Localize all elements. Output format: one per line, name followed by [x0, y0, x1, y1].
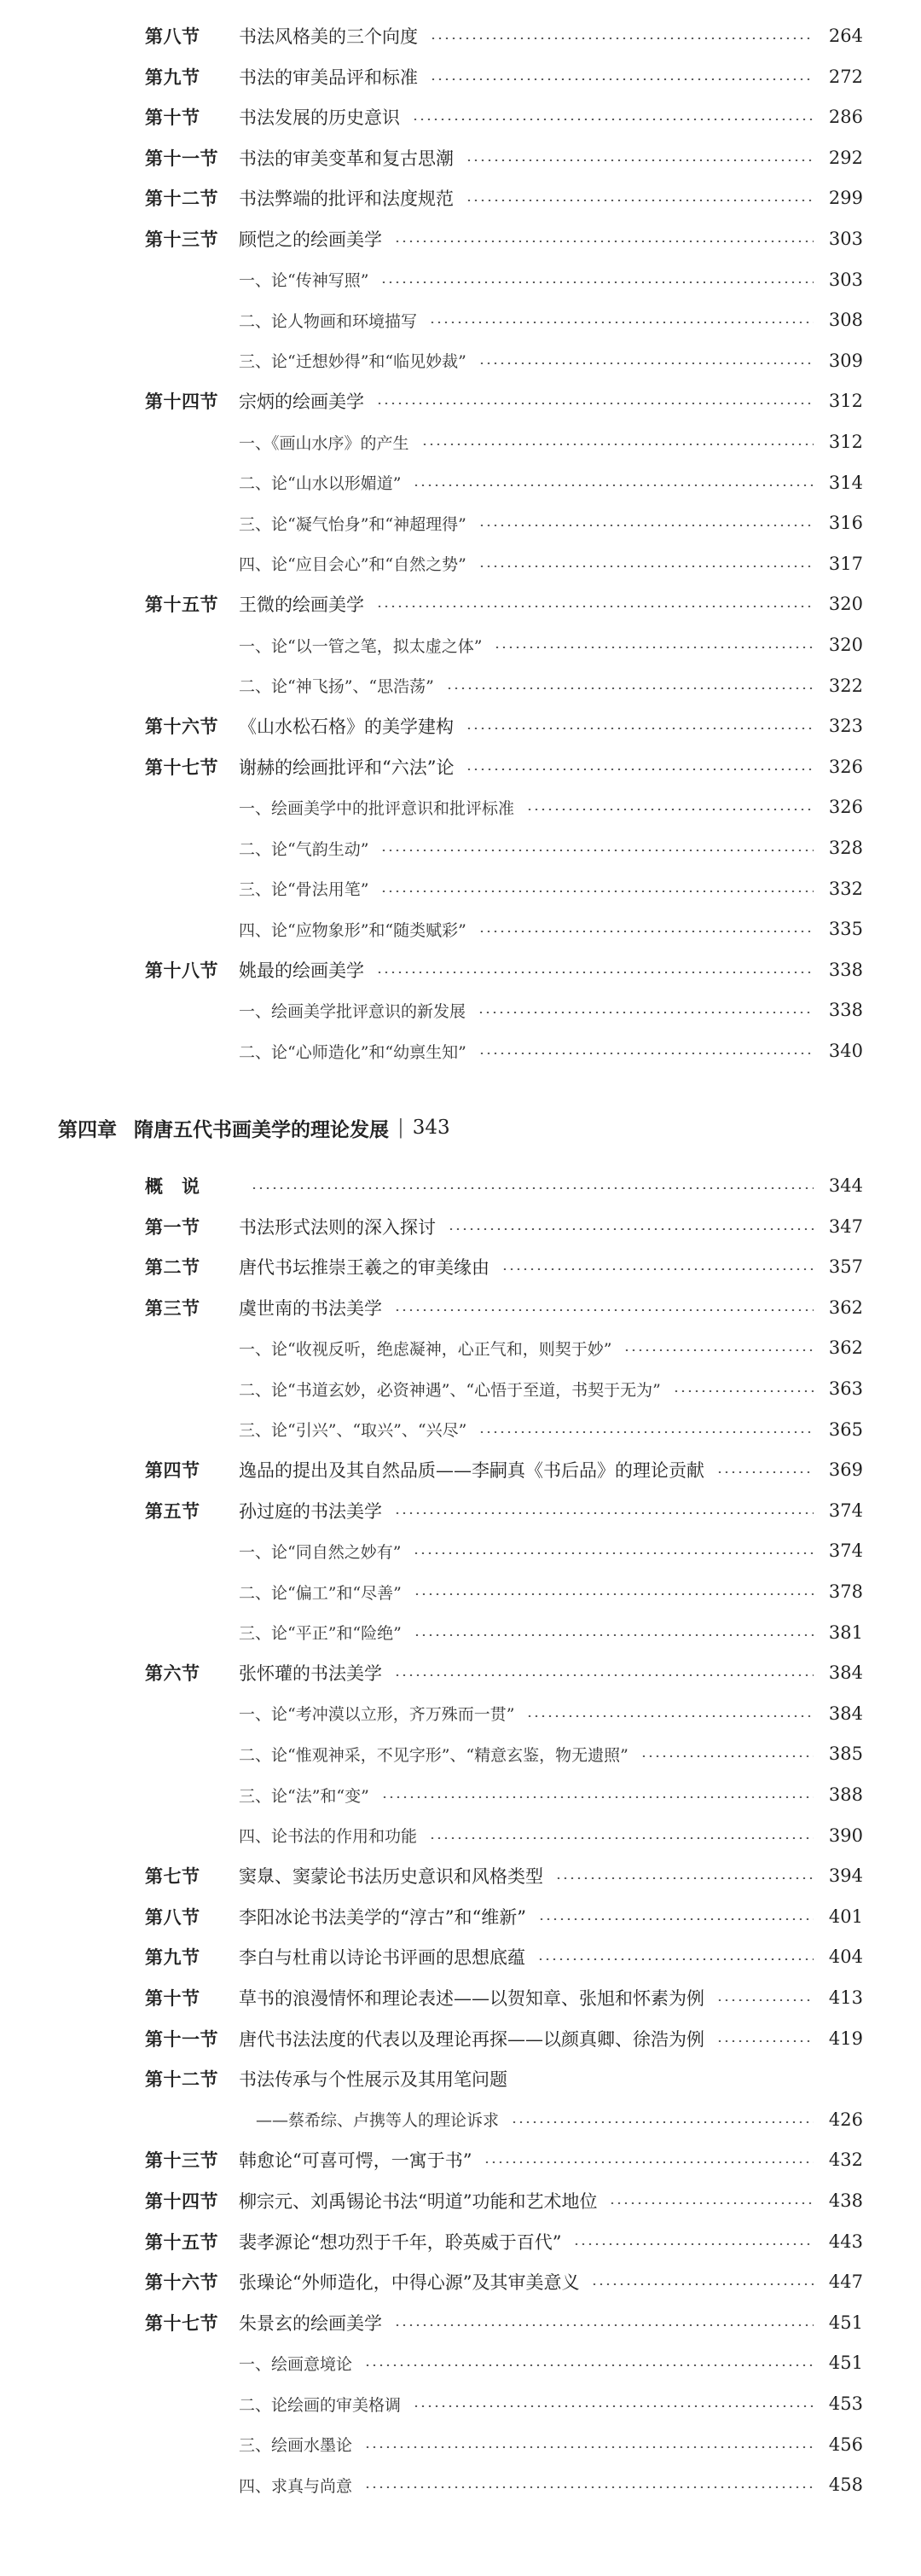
page-number: 299 [828, 188, 863, 209]
toc-entry [0, 1776, 921, 1813]
toc-entry [0, 2060, 921, 2097]
chapter-separator: | [397, 1117, 404, 1139]
subsection-title: 三、论“引兴”、“取兴”、“兴尽” [239, 1421, 467, 1441]
toc-entry [0, 2020, 921, 2057]
dot-leaders [573, 2243, 814, 2245]
dot-leaders [478, 525, 814, 526]
toc-entry [0, 1857, 921, 1894]
dot-leaders [511, 2121, 814, 2123]
dot-leaders [446, 688, 814, 689]
section-title: 书法的审美品评和标准 [239, 67, 418, 88]
subsection-title: 二、论“惟观神采，不见字形”、“精意玄鉴，物无遗照” [239, 1745, 628, 1765]
dot-leaders [430, 38, 814, 39]
dot-leaders [380, 891, 814, 892]
dot-leaders [448, 1228, 814, 1230]
dot-leaders [429, 1837, 814, 1839]
toc-entry [0, 58, 921, 96]
page-number: 362 [828, 1337, 863, 1359]
section-number: 第十节 [145, 107, 200, 129]
page-number: 312 [828, 432, 863, 452]
section-number: 第十五节 [145, 2231, 218, 2253]
dot-leaders [494, 647, 814, 648]
section-number: 第十四节 [145, 2190, 218, 2212]
toc-entry [0, 301, 921, 339]
dot-leaders [394, 1512, 814, 1514]
section-number: 第十八节 [145, 959, 218, 981]
page-number: 451 [828, 2353, 863, 2374]
subsection-title: ——蔡希综、卢携等人的理论诉求 [256, 2111, 500, 2131]
dot-leaders [466, 200, 814, 201]
toc-entry [0, 1370, 921, 1407]
dot-leaders [364, 2446, 814, 2448]
section-number: 第八节 [145, 1906, 200, 1928]
dot-leaders [380, 850, 814, 851]
dot-leaders [364, 2364, 814, 2366]
section-title: 书法弊端的批评和法度规范 [239, 189, 454, 210]
page-number: 385 [828, 1743, 863, 1765]
toc-entry [0, 2223, 921, 2260]
toc-entry [0, 2182, 921, 2219]
page-number: 264 [828, 26, 863, 46]
toc-entry [0, 545, 921, 583]
toc-entry [0, 1289, 921, 1326]
dot-leaders [716, 1999, 814, 2001]
page-number: 426 [828, 2109, 863, 2130]
section-title: 柳宗元、刘禹锡论书法“明道”功能和艺术地位 [239, 2191, 598, 2212]
subsection-title: 二、论“书道玄妙，必资神遇”、“心悟于至道，书契于无为” [239, 1380, 661, 1400]
dot-leaders [716, 1471, 814, 1473]
dot-leaders [623, 1349, 814, 1351]
dot-leaders [478, 1431, 814, 1433]
chapter-page: 343 [412, 1117, 450, 1139]
page-number: 317 [828, 553, 863, 574]
subsection-title: 三、绘画水墨论 [239, 2436, 353, 2456]
section-title: 李阳冰论书法美学的“淳古”和“维新” [239, 1906, 526, 1928]
subsection-title: 一、论“考冲漠以立形，齐万殊而一贯” [239, 1705, 515, 1725]
dot-leaders [414, 1634, 814, 1636]
section-number: 第十节 [145, 1987, 200, 2009]
dot-leaders [413, 484, 814, 486]
page-number: 381 [828, 1622, 863, 1643]
toc-entry [0, 2426, 921, 2463]
subsection-title: 二、论绘画的审美格调 [239, 2395, 402, 2415]
toc-entry [0, 382, 921, 420]
subsection-title: 四、论“应物象形”和“随类赋彩” [239, 920, 466, 940]
page-number: 328 [828, 838, 863, 858]
section-title: 裴孝源论“想功烈于千年，聆英威于百代” [239, 2231, 562, 2253]
section-title: 书法传承与个性展示及其用笔问题 [239, 2069, 507, 2091]
toc-entry [0, 667, 921, 705]
section-title: 书法形式法则的深入探讨 [239, 1216, 436, 1238]
dot-leaders [538, 1918, 814, 1920]
page-number: 320 [828, 594, 863, 615]
page-number: 357 [828, 1256, 863, 1278]
toc-entry [0, 2141, 921, 2179]
page-number: 390 [828, 1825, 863, 1846]
page-number: 303 [828, 229, 863, 249]
page-number: 447 [828, 2271, 863, 2293]
section-number: 第三节 [145, 1297, 200, 1319]
dot-leaders [466, 728, 814, 729]
toc-entry [0, 1938, 921, 1976]
section-number: 第十五节 [145, 594, 218, 616]
section-title: 韩愈论“可喜可愕，一寓于书” [239, 2150, 472, 2172]
section-number: 第十六节 [145, 2271, 218, 2294]
page-number: 369 [828, 1459, 863, 1481]
subsection-title: 四、论“应目会心”和“自然之势” [239, 555, 466, 575]
page-number: 340 [828, 1041, 863, 1061]
section-title: 草书的浪漫情怀和理论表述——以贺知章、张旭和怀素为例 [239, 1988, 704, 2009]
toc-entry [0, 1817, 921, 1854]
toc-entry [0, 991, 921, 1029]
section-title: 书法风格美的三个向度 [239, 26, 418, 47]
page-number: 443 [828, 2231, 863, 2252]
toc-entry [0, 707, 921, 745]
section-title: 张怀瓘的书法美学 [239, 1663, 382, 1685]
subsection-title: 二、论“神飞扬”、“思浩荡” [239, 677, 434, 697]
page-number: 456 [828, 2434, 863, 2455]
toc-entry [0, 1208, 921, 1245]
page-number: 451 [828, 2312, 863, 2333]
toc-entry [0, 1532, 921, 1569]
dot-leaders [537, 1958, 814, 1960]
toc-entry [0, 748, 921, 786]
page-number: 323 [828, 716, 863, 737]
subsection-title: 一、论“以一管之笔，拟太虚之体” [239, 636, 483, 656]
toc-entry [0, 1248, 921, 1285]
page-number: 314 [828, 472, 863, 493]
subsection-title: 一、论“同自然之妙有” [239, 1542, 402, 1562]
section-number: 第十三节 [145, 2150, 218, 2172]
toc-entry [0, 1695, 921, 1732]
section-title: 《山水松石格》的美学建构 [239, 717, 454, 738]
section-title: 顾恺之的绘画美学 [239, 229, 382, 250]
toc-entry [0, 423, 921, 461]
toc-entry [0, 1451, 921, 1488]
subsection-title: 二、论“偏工”和“尽善” [239, 1583, 402, 1603]
toc-entry [0, 139, 921, 177]
page-number: 458 [828, 2474, 863, 2496]
subsection-title: 二、论“心师造化”和“幼禀生知” [239, 1042, 466, 1062]
section-number: 第四节 [145, 1459, 200, 1482]
dot-leaders [394, 241, 814, 242]
dot-leaders [478, 363, 814, 364]
page-number: 384 [828, 1703, 863, 1724]
page-number: 332 [828, 878, 863, 899]
page-number: 438 [828, 2190, 863, 2211]
toc-entry [0, 1329, 921, 1366]
toc-entry [0, 1411, 921, 1448]
subsection-title: 一、论“传神写照” [239, 271, 369, 291]
page-number: 432 [828, 2150, 863, 2171]
subsection-title: 三、论“迁想妙得”和“临见妙裁” [239, 352, 466, 372]
section-title: 李白与杜甫以诗论书评画的思想底蕴 [239, 1947, 525, 1969]
section-title: 窦臮、窦蒙论书法历史意识和风格类型 [239, 1866, 543, 1888]
dot-leaders [251, 1187, 814, 1189]
dot-leaders [381, 1796, 814, 1798]
page-number: 309 [828, 350, 863, 371]
section-title: 张璪论“外师造化，中得心源”及其审美意义 [239, 2272, 580, 2294]
subsection-title: 三、论“平正”和“险绝” [239, 1624, 402, 1644]
page-number: 312 [828, 391, 863, 412]
page-number: 347 [828, 1215, 863, 1237]
subsection-title: 二、论“山水以形媚道” [239, 474, 402, 494]
dot-leaders [413, 1552, 814, 1554]
toc-entry [0, 626, 921, 664]
section-number: 第七节 [145, 1865, 200, 1888]
section-number: 第十七节 [145, 756, 218, 778]
section-title: 唐代书法法度的代表以及理论再探——以颜真卿、徐浩为例 [239, 2028, 704, 2050]
toc-entry [0, 98, 921, 136]
page-number: 374 [828, 1500, 863, 1521]
section-title: 书法的审美变革和复古思潮 [239, 148, 454, 169]
subsection-title: 三、论“骨法用笔” [239, 880, 369, 900]
toc-entry [0, 2304, 921, 2341]
toc-entry [0, 342, 921, 380]
subsection-title: 一、绘画意境论 [239, 2354, 353, 2374]
page-number: 338 [828, 959, 863, 980]
page-number: 419 [828, 2028, 863, 2049]
page-number: 413 [828, 1987, 863, 2008]
dot-leaders [413, 2405, 814, 2407]
dot-leaders [394, 1674, 814, 1676]
page-number: 378 [828, 1581, 863, 1602]
dot-leaders [376, 403, 814, 404]
page-number: 338 [828, 1000, 863, 1021]
chapter-number: 第四章 [58, 1117, 117, 1141]
toc-entry [0, 1032, 921, 1070]
toc-entry [0, 1979, 921, 2016]
toc-entry [0, 910, 921, 948]
dot-leaders [394, 2324, 814, 2326]
page-number: 404 [828, 1947, 863, 1968]
page-number: 326 [828, 797, 863, 818]
toc-entry [0, 464, 921, 502]
subsection-title: 二、论“气韵生动” [239, 839, 369, 859]
dot-leaders [466, 769, 814, 770]
section-title: 逸品的提出及其自然品质——李嗣真《书后品》的理论贡献 [239, 1460, 704, 1482]
section-title: 朱景玄的绘画美学 [239, 2312, 382, 2334]
dot-leaders [716, 2040, 814, 2042]
toc-entry [0, 17, 921, 55]
dot-leaders [466, 160, 814, 161]
toc-entry [0, 1167, 921, 1204]
subsection-title: 三、论“凝气怡身”和“神超理得” [239, 514, 466, 534]
section-number: 第八节 [145, 26, 200, 47]
section-title: 谢赫的绘画批评和“六法”论 [239, 757, 455, 778]
page-number: 384 [828, 1662, 863, 1684]
dot-leaders [478, 1053, 814, 1054]
toc-entry [0, 1654, 921, 1691]
section-title: 姚最的绘画美学 [239, 960, 364, 981]
page-number: 292 [828, 147, 863, 168]
toc-entry [0, 585, 921, 623]
section-number: 第十二节 [145, 188, 218, 210]
dot-leaders [421, 444, 814, 445]
toc-entry [0, 2466, 921, 2503]
dot-leaders [555, 1877, 814, 1879]
toc-entry [0, 829, 921, 867]
dot-leaders [478, 1012, 814, 1013]
chapter-heading [58, 1109, 450, 1146]
section-title: 孙过庭的书法美学 [239, 1500, 382, 1522]
dot-leaders [591, 2283, 814, 2285]
dot-leaders [376, 606, 814, 607]
toc-entry [0, 504, 921, 542]
subsection-title: 四、求真与尚意 [239, 2476, 353, 2496]
page-number: 320 [828, 635, 863, 655]
page-number: 388 [828, 1784, 863, 1805]
toc-entry [0, 1614, 921, 1651]
dot-leaders [364, 2486, 814, 2488]
page-number: 401 [828, 1906, 863, 1927]
section-number: 概 说 [145, 1175, 200, 1197]
section-number: 第二节 [145, 1256, 200, 1279]
dot-leaders [609, 2202, 814, 2204]
toc-entry [0, 1898, 921, 1935]
section-number: 第十七节 [145, 2312, 218, 2334]
section-number: 第一节 [145, 1215, 200, 1238]
dot-leaders [376, 972, 814, 973]
dot-leaders [484, 2161, 814, 2163]
section-number: 第五节 [145, 1500, 200, 1522]
page-number: 344 [828, 1175, 863, 1196]
page-number: 308 [828, 310, 863, 331]
toc-entry [0, 788, 921, 826]
toc-entry [0, 220, 921, 258]
toc-entry [0, 179, 921, 217]
dot-leaders [673, 1390, 814, 1392]
page-number: 453 [828, 2393, 863, 2414]
page-number: 394 [828, 1865, 863, 1887]
dot-leaders [412, 119, 814, 120]
dot-leaders [430, 78, 814, 80]
subsection-title: 二、论人物画和环境描写 [239, 311, 418, 331]
dot-leaders [429, 322, 814, 323]
page-number: 303 [828, 269, 863, 290]
subsection-title: 一、绘画美学中的批评意识和批评标准 [239, 798, 515, 818]
page-number: 316 [828, 513, 863, 534]
section-title: 王微的绘画美学 [239, 595, 364, 616]
dot-leaders [501, 1268, 814, 1270]
section-number: 第十一节 [145, 2028, 218, 2050]
toc-entry [0, 1492, 921, 1529]
page-number: 335 [828, 919, 863, 940]
dot-leaders [414, 1593, 814, 1595]
section-number: 第十三节 [145, 229, 218, 250]
dot-leaders [394, 1309, 814, 1311]
section-title: 书法发展的历史意识 [239, 107, 400, 129]
toc-entry [0, 1735, 921, 1772]
toc-entry [0, 2385, 921, 2422]
subsection-title: 一、绘画美学批评意识的新发展 [239, 1001, 466, 1021]
section-number: 第十四节 [145, 391, 218, 413]
section-number: 第九节 [145, 66, 200, 88]
section-number: 第六节 [145, 1662, 200, 1685]
dot-leaders [478, 931, 814, 932]
toc-entry [0, 2101, 921, 2138]
toc-entry [0, 951, 921, 989]
section-title: 虞世南的书法美学 [239, 1297, 382, 1319]
section-number: 第十一节 [145, 147, 218, 169]
toc-entry [0, 870, 921, 908]
section-number: 第十二节 [145, 2068, 218, 2091]
toc-entry [0, 261, 921, 299]
page-number: 362 [828, 1297, 863, 1318]
page-number: 363 [828, 1378, 863, 1399]
chapter-title: 隋唐五代书画美学的理论发展 [134, 1117, 389, 1141]
section-number: 第九节 [145, 1947, 200, 1969]
subsection-title: 一、论“收视反听，绝虑凝神，心正气和，则契于妙” [239, 1339, 612, 1359]
page-number: 365 [828, 1419, 863, 1440]
subsection-title: 一、《画山水序》的产生 [239, 433, 409, 453]
toc-entry [0, 2263, 921, 2300]
dot-leaders [478, 566, 814, 567]
dot-leaders [526, 1715, 814, 1717]
toc-entry [0, 2344, 921, 2382]
section-number: 第十六节 [145, 716, 218, 738]
dot-leaders [380, 281, 814, 283]
page-number: 326 [828, 756, 863, 777]
page-number: 286 [828, 107, 863, 128]
toc-entry [0, 1573, 921, 1610]
page-number: 322 [828, 675, 863, 696]
page-number: 374 [828, 1540, 863, 1562]
dot-leaders [640, 1755, 814, 1757]
dot-leaders [526, 809, 814, 810]
subsection-title: 三、论“法”和“变” [239, 1786, 369, 1806]
section-title: 宗炳的绘画美学 [239, 392, 364, 413]
page-number: 272 [828, 66, 863, 87]
subsection-title: 四、论书法的作用和功能 [239, 1827, 418, 1847]
section-title: 唐代书坛推崇王羲之的审美缘由 [239, 1257, 489, 1279]
